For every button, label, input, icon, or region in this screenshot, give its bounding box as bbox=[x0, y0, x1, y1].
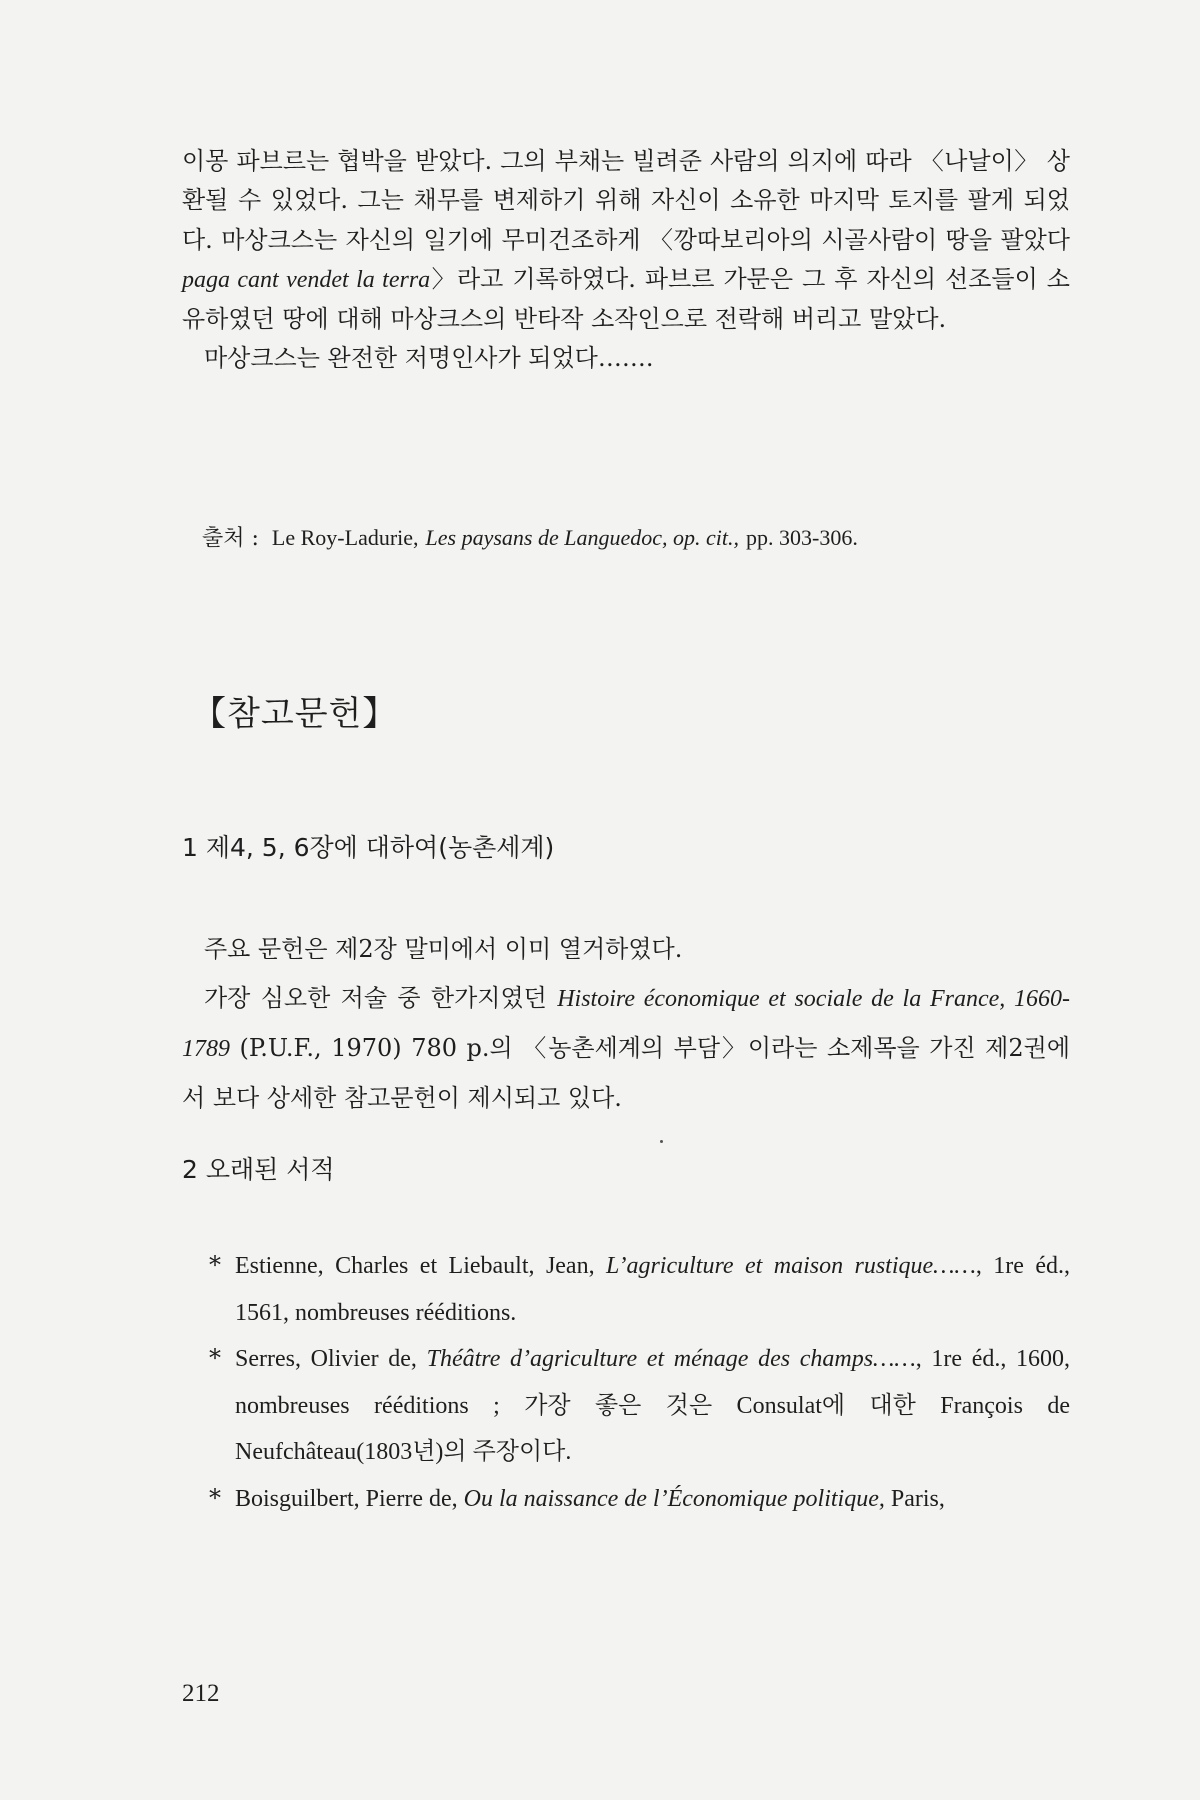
page-number: 212 bbox=[182, 1680, 220, 1707]
source-pages: pp. 303-306. bbox=[746, 525, 858, 550]
intro-passage bbox=[182, 142, 1070, 379]
section-1-paragraph-2 bbox=[182, 974, 1070, 1123]
section-1-heading: 1 제4, 5, 6장에 대하여(농촌세계) bbox=[182, 833, 555, 862]
reference-author: Serres, Olivier de, bbox=[235, 1346, 427, 1373]
reference-item bbox=[182, 1243, 1070, 1336]
intro-text-3: 마상크스는 완전한 저명인사가 되었다……. bbox=[204, 344, 654, 373]
reference-bullet: * bbox=[209, 1344, 221, 1373]
section-2-references bbox=[182, 1243, 1070, 1523]
intro-quote-latin: paga cant vendet la terra bbox=[182, 266, 431, 293]
section-2-heading: 2 오래된 서적 bbox=[182, 1155, 335, 1184]
section-1-text-2: 가장 심오한 저술 중 한가지였던 bbox=[204, 984, 558, 1012]
section-1-book-title: Histoire économique et sociale de la France, 1660-1789 bbox=[182, 986, 1070, 1062]
reference-item bbox=[182, 1476, 1070, 1523]
reference-author: Estienne, Charles et Liebault, Jean, bbox=[235, 1253, 607, 1279]
reference-details: , 1re éd., 1600, nombreuses rééditions ; 가장 좋은 것은 Consulat에 대한 François de Neufchâteau(1803년)의 주장이다. bbox=[235, 1346, 1071, 1466]
source-label: 출처 : bbox=[202, 526, 259, 551]
section-1-text-1: 주요 문헌은 제2장 말미에서 이미 열거하였다. bbox=[204, 935, 683, 963]
intro-text-2: 〉라고 기록하였다. 파브르 가문은 그 후 자신의 선조들이 소유하였던 땅에 대해 마상크스의 반타작 소작인으로 전락해 버리고 말았다. bbox=[182, 264, 1070, 334]
reference-item bbox=[182, 1336, 1070, 1476]
reference-bullet: * bbox=[209, 1483, 221, 1512]
reference-title: L’agriculture et maison rustique…… bbox=[606, 1253, 976, 1279]
intro-paragraph bbox=[182, 142, 1070, 339]
intro-conclusion bbox=[182, 339, 1070, 378]
section-1-body bbox=[182, 925, 1070, 1123]
reference-details: Paris, bbox=[884, 1485, 945, 1512]
reference-details: , 1re éd., 1561, nombreuses rééditions. bbox=[235, 1253, 1071, 1326]
reference-author: Boisguilbert, Pierre de, bbox=[235, 1485, 464, 1512]
reference-bullet: * bbox=[209, 1251, 221, 1279]
stray-ink-dot bbox=[660, 1140, 663, 1143]
source-author: Le Roy-Ladurie, bbox=[271, 525, 419, 550]
reference-title: Théâtre d’agriculture et ménage des champs…… bbox=[426, 1346, 916, 1373]
section-1-paragraph-1 bbox=[182, 925, 1070, 974]
source-title: Les paysans de Languedoc, op. cit., bbox=[425, 525, 739, 550]
section-1-text-3: (P.U.F., 1970) 780 p.의 〈농촌세계의 부담〉이라는 소제목을 가진 제2권에서 보다 상세한 참고문헌이 제시되고 있다. bbox=[182, 1034, 1070, 1112]
references-title: 【참고문헌】 bbox=[192, 694, 398, 734]
source-citation bbox=[202, 522, 1070, 555]
reference-title: Ou la naissance de l’Économique politique, bbox=[463, 1485, 885, 1512]
intro-text-1: 이몽 파브르는 협박을 받았다. 그의 부채는 빌려준 사람의 의지에 따라 〈나날이〉 상환될 수 있었다. 그는 채무를 변제하기 위해 자신이 소유한 마지막 토지를 팔게 되었다. 마상크스는 자신의 일기에 무미건조하게 〈깡따보리아의 시골사람이 땅을 팔았다 bbox=[182, 147, 1070, 254]
